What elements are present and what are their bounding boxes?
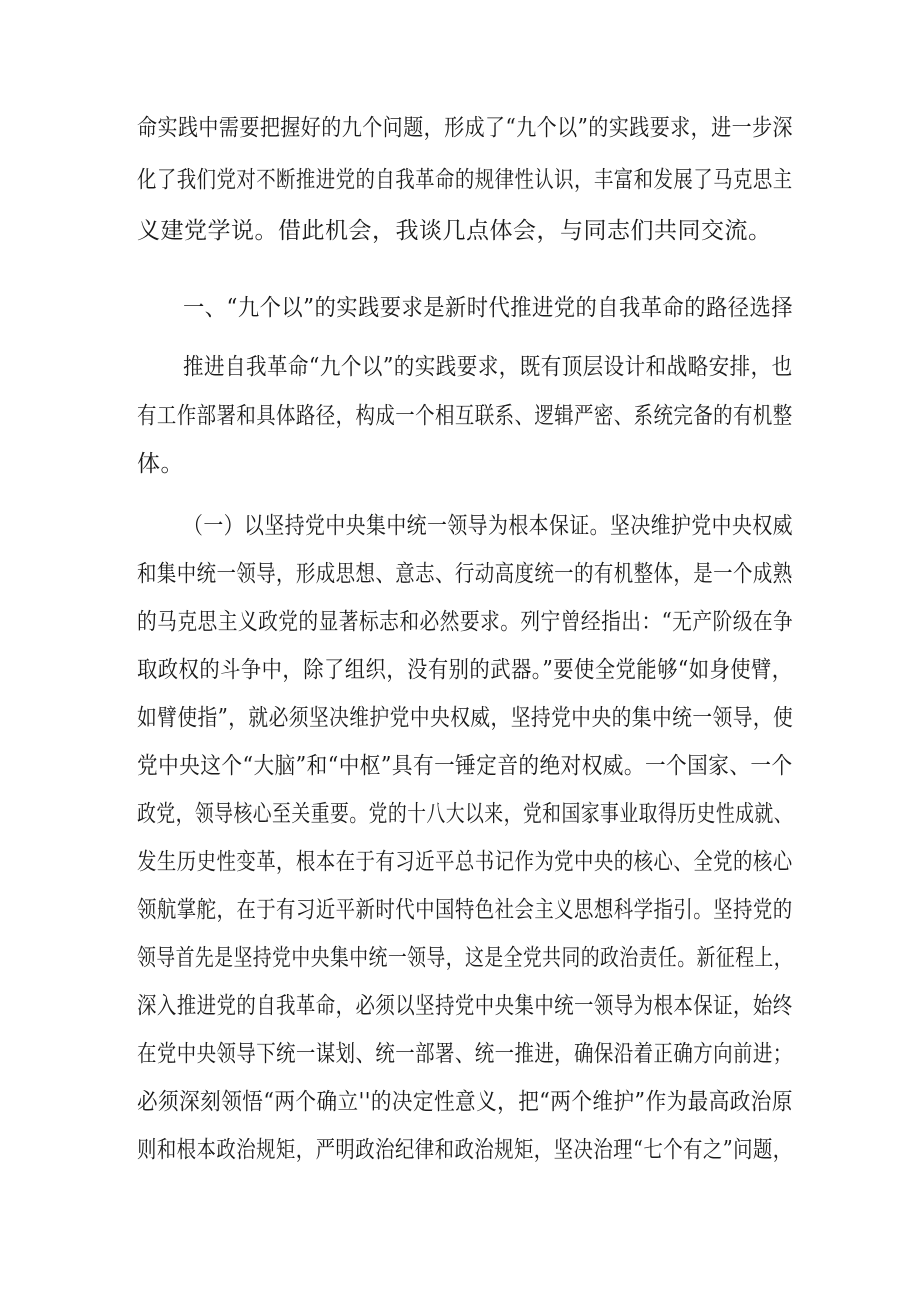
paragraph-line: 则和根本政治规矩，严明政治纪律和政治规矩，坚决治理“七个有之”问题， <box>137 1137 793 1163</box>
section-heading: 一、“九个以”的实践要求是新时代推进党的自我革命的路径选择 <box>183 295 794 321</box>
paragraph-line: 有工作部署和具体路径，构成一个相互联系、逻辑严密、系统完备的有机整 <box>137 403 793 429</box>
paragraph-line: 必须深刻领悟“两个确立''的决定性意义，把“两个维护”作为最高政治原 <box>137 1089 793 1115</box>
paragraph-line: 和集中统一领导，形成思想、意志、行动高度统一的有机整体，是一个成熟 <box>137 561 793 587</box>
paragraph-line: 的马克思主义政党的显著标志和必然要求。列宁曾经指出：“无产阶级在争 <box>137 609 794 635</box>
paragraph-line: 领航掌舵，在于有习近平新时代中国特色社会主义思想科学指引。坚持党的 <box>137 897 793 923</box>
paragraph-line: 在党中央领导下统一谋划、统一部署、统一推进，确保沿着正确方向前进； <box>137 1041 793 1067</box>
paragraph-line: 深入推进党的自我革命，必须以坚持党中央集中统一领导为根本保证，始终 <box>137 993 793 1019</box>
paragraph-line: 领导首先是坚持党中央集中统一领导，这是全党共同的政治责任。新征程上， <box>137 945 793 971</box>
paragraph-line: 如臂使指”，就必须坚决维护党中央权威，坚持党中央的集中统一领导，使 <box>137 705 794 731</box>
paragraph-line: 发生历史性变革，根本在于有习近平总书记作为党中央的核心、全党的核心 <box>137 849 793 875</box>
paragraph-line: 推进自我革命“九个以”的实践要求，既有顶层设计和战略安排，也 <box>183 354 793 380</box>
paragraph-line: 政党，领导核心至关重要。党的十八大以来，党和国家事业取得历史性成就、 <box>137 801 793 827</box>
paragraph-line: 体。 <box>137 451 184 477</box>
paragraph-line: 取政权的斗争中，除了组织，没有别的武器。”要使全党能够“如身使臂， <box>137 657 793 683</box>
paragraph-line: 义建党学说。借此机会，我谈几点体会，与同志们共同交流。 <box>137 218 772 244</box>
paragraph-line: 命实践中需要把握好的九个问题，形成了“九个以”的实践要求，进一步深 <box>137 115 794 141</box>
paragraph-line: 化了我们党对不断推进党的自我革命的规律性认识，丰富和发展了马克思主 <box>137 167 793 193</box>
paragraph-line: （一）以坚持党中央集中统一领导为根本保证。坚决维护党中央权威 <box>183 513 793 539</box>
paragraph-line: 党中央这个“大脑”和“中枢”具有一锤定音的绝对权威。一个国家、一个 <box>137 753 793 779</box>
